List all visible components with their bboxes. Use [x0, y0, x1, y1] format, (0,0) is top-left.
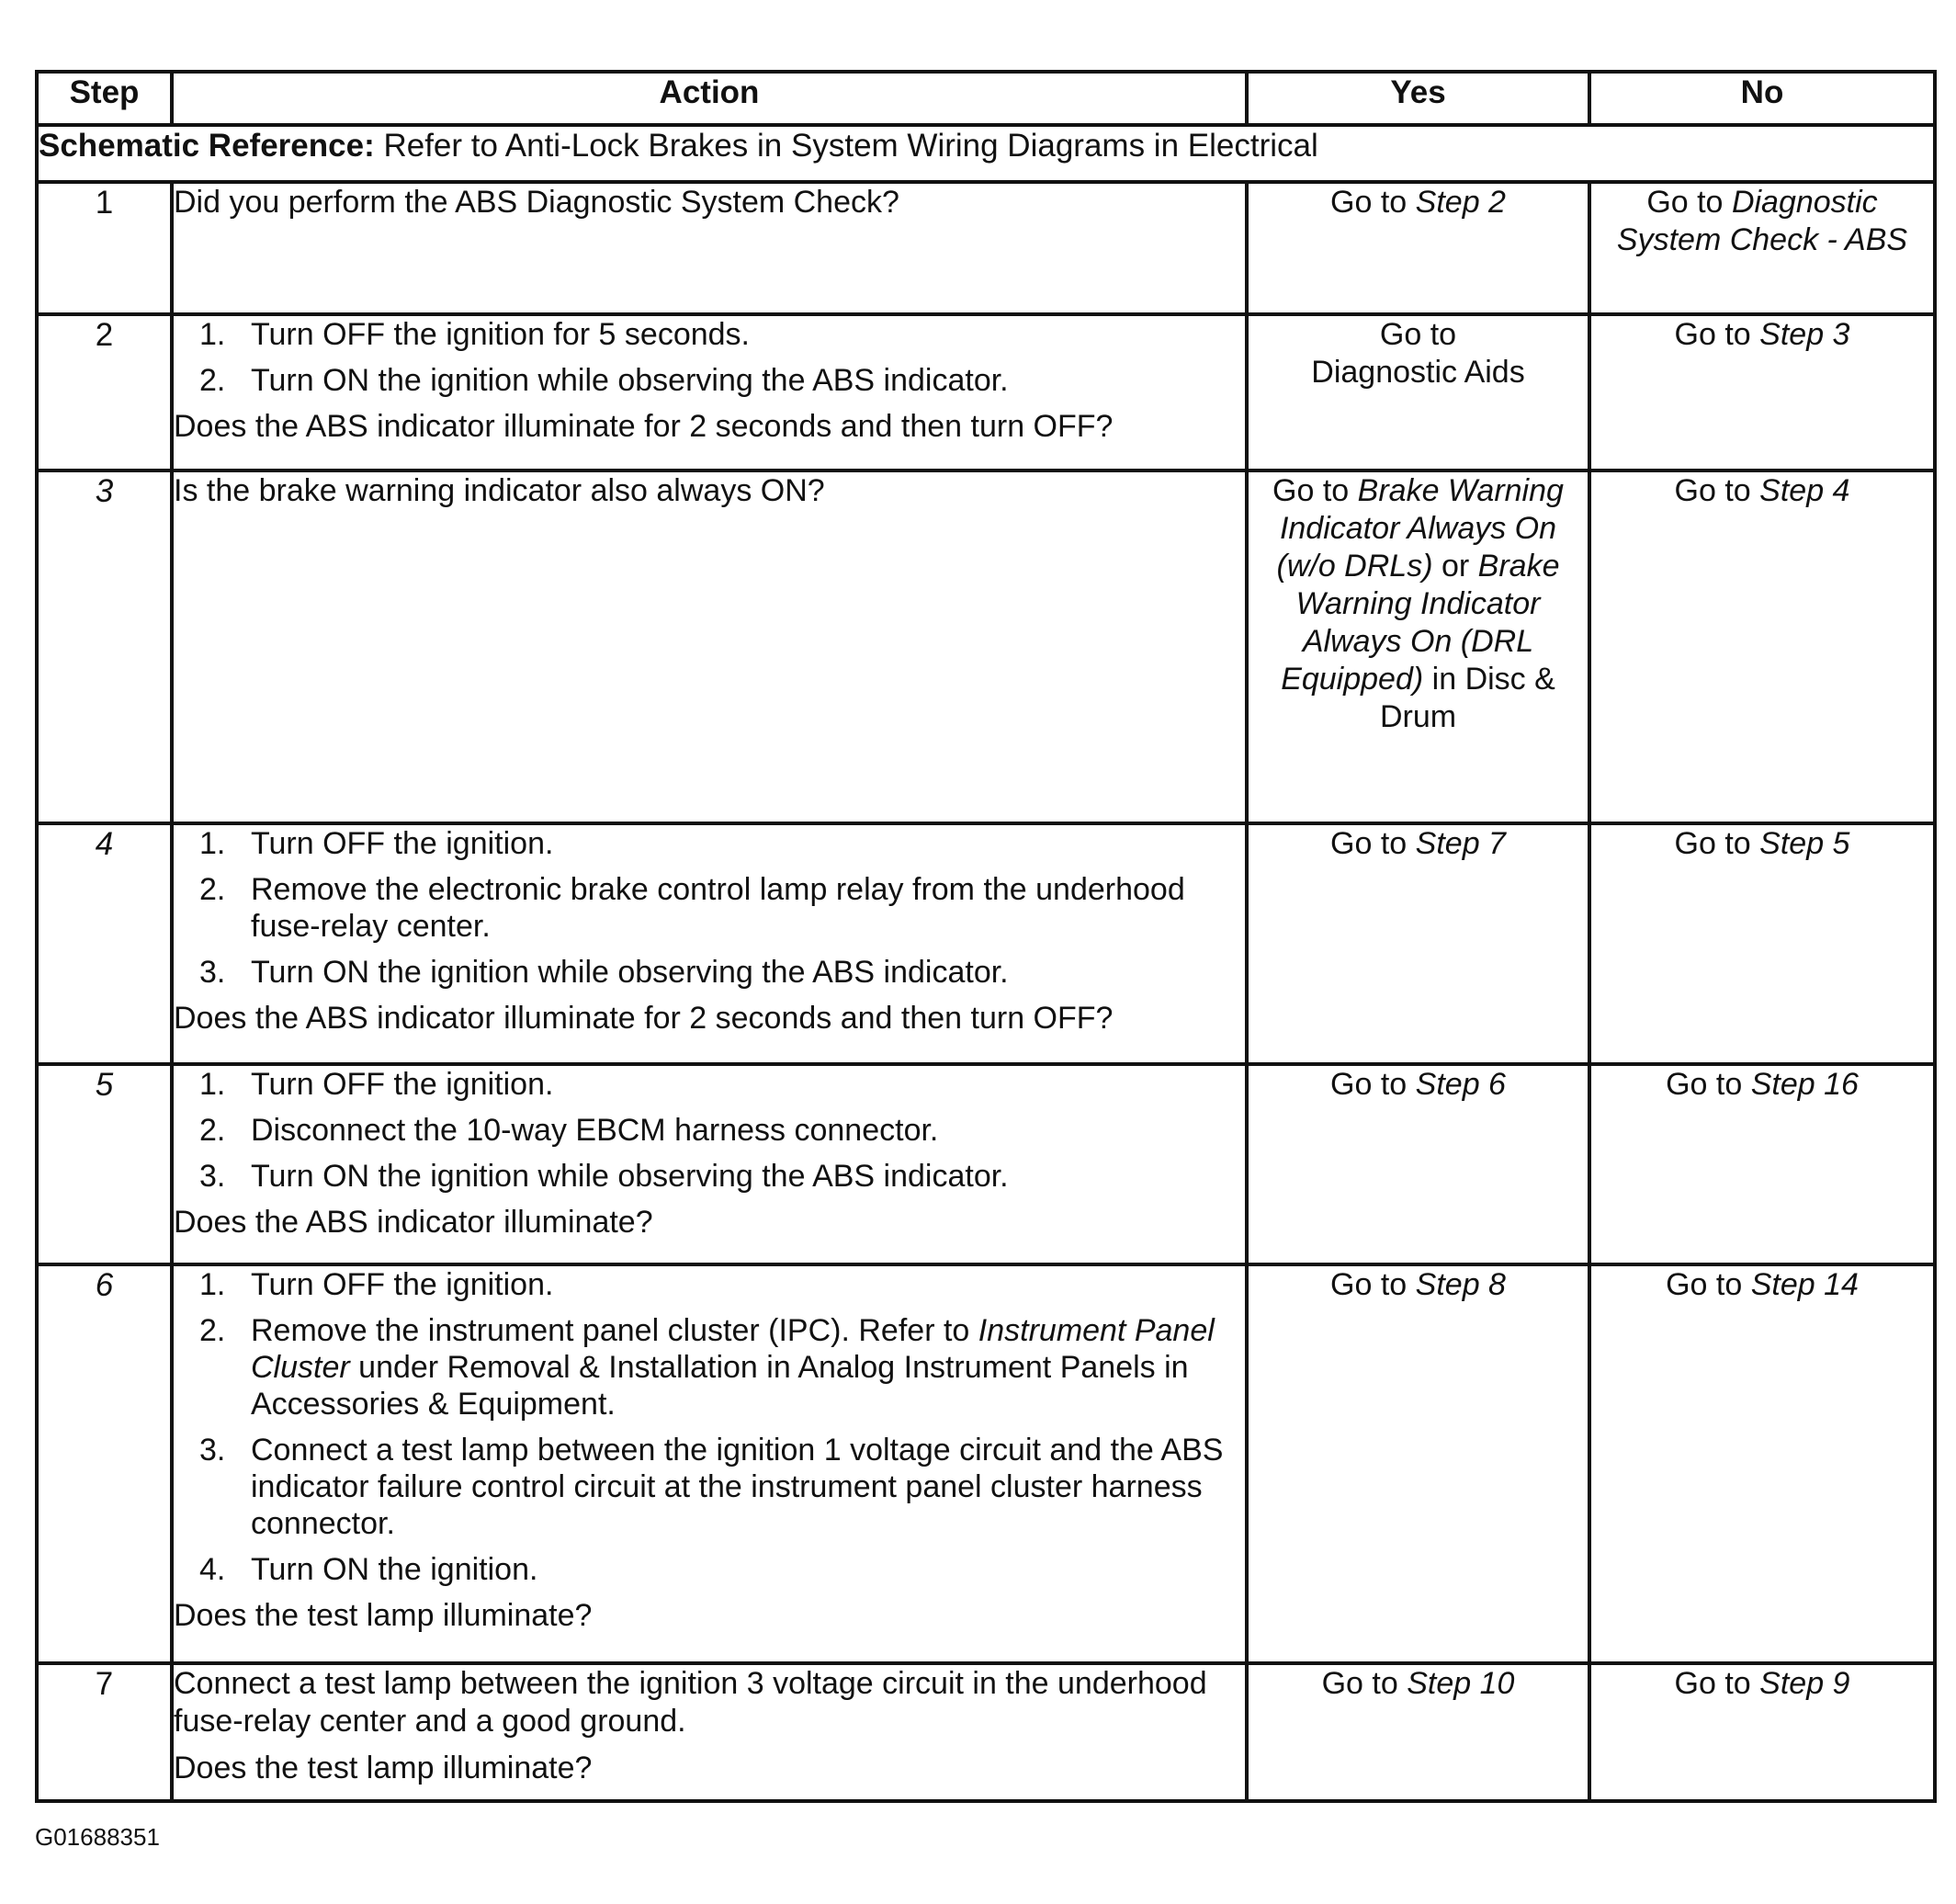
no-diagnostic-link[interactable]: Diagnostic System Check - ABS: [1616, 185, 1908, 257]
action-step-item: 4. Turn ON the ignition.: [199, 1552, 538, 1587]
action-step-item: 2. Remove the instrument panel cluster (IPC). Refer to Instrument Panel Cluster under Removal & Installation in Analog Instrument Panels in Accessories & Equipment.: [199, 1313, 1215, 1422]
action-step-item: 1. Turn OFF the ignition.: [199, 1067, 554, 1102]
step-number: 1: [37, 182, 172, 314]
no-step-link[interactable]: Step 3: [1759, 317, 1850, 352]
no-step-link[interactable]: Step 5: [1759, 826, 1850, 861]
no-goto-prefix: Go to: [1674, 826, 1751, 861]
no-goto-prefix: Go to: [1674, 1666, 1751, 1701]
table-row: [37, 314, 1935, 470]
yes-cell: [1247, 314, 1589, 470]
yes-brake-warning-drl-link[interactable]: Brake Warning Indicator Always On (DRL Equipped): [1281, 549, 1560, 697]
no-cell: [1589, 182, 1935, 314]
action-steps: [174, 1066, 1245, 1195]
schematic-reference: [37, 125, 1935, 182]
action-cell: [172, 1064, 1247, 1264]
yes-step-link[interactable]: Step 6: [1415, 1067, 1506, 1102]
action-steps: [174, 316, 1245, 399]
no-goto-prefix: Go to: [1666, 1267, 1743, 1302]
action-statement: Connect a test lamp between the ignition 3 voltage circuit in the underhood fuse-relay center and a good ground.: [174, 1666, 1207, 1739]
table-row: [37, 470, 1935, 823]
step-number: 7: [37, 1663, 172, 1801]
action-step-item: 3. Turn ON the ignition while observing the ABS indicator.: [199, 955, 1009, 990]
action-cell: [172, 314, 1247, 470]
step-number: 3: [37, 470, 172, 823]
action-step-item: 3. Connect a test lamp between the ignition 1 voltage circuit and the ABS indicator failure control circuit at the instrument panel cluster harness connector.: [199, 1433, 1224, 1541]
yes-goto-prefix: Go to: [1330, 185, 1408, 220]
yes-step-link[interactable]: Step 10: [1407, 1666, 1515, 1701]
step-number: 6: [37, 1264, 172, 1663]
step-number: 5: [37, 1064, 172, 1264]
yes-cell: [1247, 182, 1589, 314]
yes-step-link[interactable]: Step 7: [1415, 826, 1506, 861]
schematic-text: Refer to Anti-Lock Brakes in System Wiring Diagrams in Electrical: [383, 128, 1318, 164]
step-number: 2: [37, 314, 172, 470]
yes-goto-prefix: Go to: [1330, 1267, 1408, 1302]
action-step-item: 1. Turn OFF the ignition.: [199, 1267, 554, 1302]
yes-step-link[interactable]: Step 8: [1415, 1267, 1506, 1302]
header-no: No: [1589, 72, 1935, 125]
action-steps: [174, 825, 1245, 991]
yes-goto-prefix: Go to: [1272, 473, 1350, 508]
no-step-link[interactable]: Step 14: [1750, 1267, 1859, 1302]
table-row: [37, 1663, 1935, 1801]
no-goto-prefix: Go to: [1674, 473, 1751, 508]
table-row: [37, 1264, 1935, 1663]
no-cell: [1589, 1663, 1935, 1801]
no-cell: [1589, 823, 1935, 1064]
yes-cell: [1247, 1064, 1589, 1264]
action-question: Does the ABS indicator illuminate for 2 seconds and then turn OFF?: [174, 1001, 1114, 1036]
action-step-item: 1. Turn OFF the ignition for 5 seconds.: [199, 317, 750, 352]
action-steps: [174, 1266, 1245, 1588]
step-number: 4: [37, 823, 172, 1064]
action-question: Does the ABS indicator illuminate for 2 seconds and then turn OFF?: [174, 409, 1114, 444]
yes-cell: [1247, 470, 1589, 823]
schematic-label: Schematic Reference:: [39, 128, 375, 164]
action-step-item: 2. Remove the electronic brake control lamp relay from the underhood fuse-relay center.: [199, 872, 1185, 944]
action-question: Is the brake warning indicator also always ON?: [174, 473, 825, 508]
action-step-item: 2. Disconnect the 10-way EBCM harness connector.: [199, 1113, 939, 1148]
no-step-link[interactable]: Step 16: [1750, 1067, 1859, 1102]
no-cell: [1589, 1064, 1935, 1264]
no-step-link[interactable]: Step 4: [1759, 473, 1850, 508]
yes-goto-prefix: Go to: [1379, 317, 1457, 352]
no-cell: [1589, 470, 1935, 823]
yes-step-link[interactable]: Step 2: [1415, 185, 1506, 220]
no-goto-prefix: Go to: [1646, 185, 1724, 220]
action-cell: [172, 470, 1247, 823]
yes-cell: [1247, 1264, 1589, 1663]
header-step: Step: [37, 72, 172, 125]
action-question: Does the test lamp illuminate?: [174, 1751, 593, 1785]
table-row: [37, 182, 1935, 314]
yes-cell: [1247, 823, 1589, 1064]
no-cell: [1589, 314, 1935, 470]
action-step-item: 2. Turn ON the ignition while observing the ABS indicator.: [199, 363, 1009, 398]
action-question: Does the ABS indicator illuminate?: [174, 1205, 653, 1240]
yes-cell: [1247, 1663, 1589, 1801]
header-yes: Yes: [1247, 72, 1589, 125]
figure-id: G01688351: [35, 1823, 160, 1851]
action-cell: [172, 182, 1247, 314]
header-row: [37, 72, 1935, 125]
yes-or-text: or: [1441, 549, 1470, 584]
no-goto-prefix: Go to: [1674, 317, 1751, 352]
table-row: [37, 1064, 1935, 1264]
yes-suffix-text: in Disc & Drum: [1379, 662, 1555, 734]
no-goto-prefix: Go to: [1666, 1067, 1743, 1102]
action-question: Did you perform the ABS Diagnostic System Check?: [174, 185, 899, 220]
action-cell: [172, 1663, 1247, 1801]
diagnostic-table-sheet: [35, 70, 1933, 1803]
header-action: Action: [172, 72, 1247, 125]
yes-diagnostic-aids-link[interactable]: Diagnostic Aids: [1311, 355, 1525, 390]
instrument-panel-cluster-link[interactable]: Instrument Panel Cluster: [251, 1313, 1215, 1385]
diagnostic-table: [35, 70, 1937, 1803]
action-question: Does the test lamp illuminate?: [174, 1598, 593, 1633]
no-step-link[interactable]: Step 9: [1759, 1666, 1850, 1701]
action-cell: [172, 1264, 1247, 1663]
action-step-item: 3. Turn ON the ignition while observing the ABS indicator.: [199, 1159, 1009, 1194]
no-cell: [1589, 1264, 1935, 1663]
action-step-item: 1. Turn OFF the ignition.: [199, 826, 554, 861]
action-cell: [172, 823, 1247, 1064]
yes-goto-prefix: Go to: [1321, 1666, 1398, 1701]
yes-goto-prefix: Go to: [1330, 826, 1408, 861]
table-row: [37, 823, 1935, 1064]
schematic-row: [37, 125, 1935, 182]
yes-brake-warning-link[interactable]: Brake Warning Indicator Always On (w/o DRLs): [1276, 473, 1564, 584]
yes-goto-prefix: Go to: [1330, 1067, 1408, 1102]
